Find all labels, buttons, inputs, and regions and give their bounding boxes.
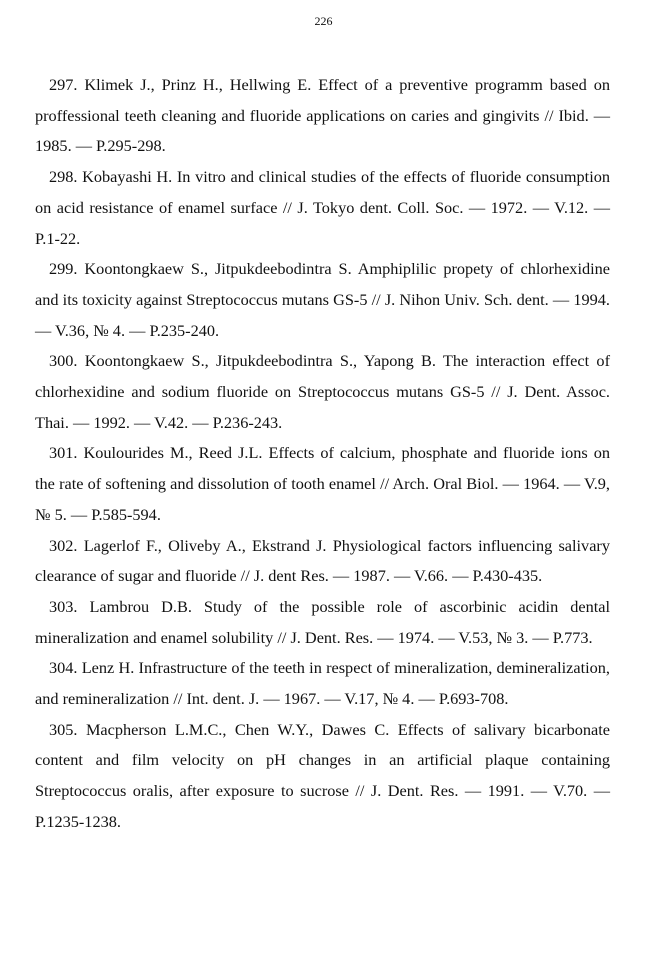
reference-item-305: 305. Macpherson L.M.C., Chen W.Y., Dawes C. Effects of salivary bicarbonate content and film velocity on pH changes in an artificial plaque containing Streptococcus oralis, after exposure to sucrose // J. Dent. Res. — 1991. — V.70. — P.1235-1238. bbox=[35, 719, 610, 831]
reference-item-298: 298. Kobayashi H. In vitro and clinical studies of the effects of fluoride consumption on acid resistance of enamel surface // J. Tokyo dent. Coll. Soc. — 1972. — V.12. — P.1-22. bbox=[35, 167, 610, 248]
reference-item-304: 304. Lenz H. Infrastructure of the teeth in respect of mineralization, demineralization, and remineralization // Int. dent. J. — 1967. — V.17, № 4. — P.693-708. bbox=[35, 658, 610, 709]
reference-item-300: 300. Koontongkaew S., Jitpukdeebodintra S., Yapong B. The interaction effect of chlorhexidine and sodium fluoride on Streptococcus mutans GS-5 // J. Dent. Assoc. Thai. — 1992. — V.42. — P.236-243. bbox=[35, 351, 610, 432]
reference-item-303: 303. Lambrou D.B. Study of the possible role of ascorbinic acidin dental mineralization and enamel solubility // J. Dent. Res. — 1974. — V.53, № 3. — P.773. bbox=[35, 596, 610, 647]
reference-list bbox=[35, 70, 610, 838]
reference-item-299: 299. Koontongkaew S., Jitpukdeebodintra S. Amphiplilic propety of chlorhexidine and its toxicity against Streptococcus mutans GS-5 // J. Nihon Univ. Sch. dent. — 1994. — V.36, № 4. — P.235-240. bbox=[35, 259, 610, 340]
reference-item-297: 297. Klimek J., Prinz H., Hellwing E. Effect of a preventive programm based on proffessional teeth cleaning and fluoride applications on caries and gingivits // Ibid. — 1985. — P.295-298. bbox=[35, 75, 610, 156]
reference-item-302: 302. Lagerlof F., Oliveby A., Ekstrand J. Physiological factors influencing salivary clearance of sugar and fluoride // J. dent Res. — 1987. — V.66. — P.430-435. bbox=[35, 535, 610, 586]
reference-item-301: 301. Koulourides M., Reed J.L. Effects of calcium, phosphate and fluoride ions on the rate of softening and dissolution of tooth enamel // Arch. Oral Biol. — 1964. — V.9, № 5. — P.585-594. bbox=[35, 443, 610, 524]
page-number: 226 bbox=[314, 14, 333, 28]
